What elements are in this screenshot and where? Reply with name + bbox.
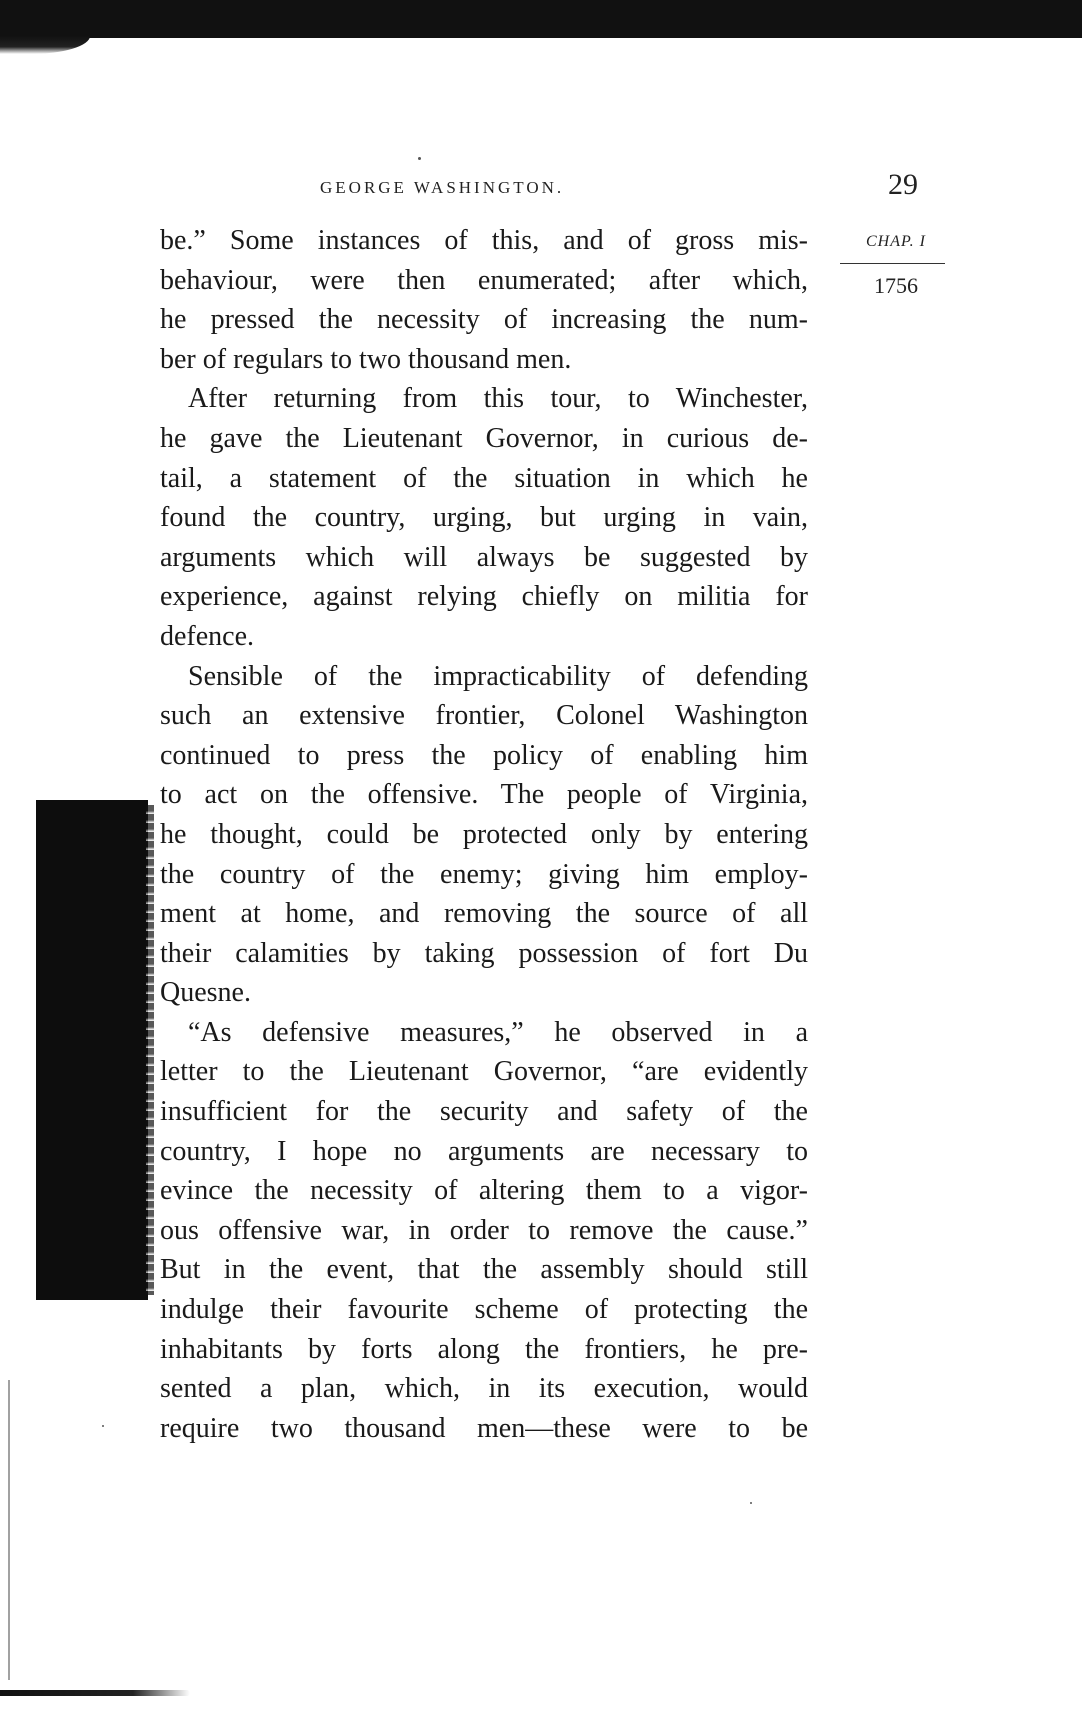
scan-bottom-edge [0,1690,190,1696]
text-line: behaviour, were then enumerated; after which, [160,264,808,296]
page-number: 29 [888,168,918,201]
text-line: require two thousand men—these were to be [160,1412,808,1444]
margin-rule [840,263,945,264]
text-line: continued to press the policy of enabling him [160,739,808,771]
scan-speck [102,1425,104,1427]
text-line: he thought, could be protected only by entering [160,818,808,850]
scan-speck [418,157,421,160]
scan-left-binding-shadow [36,800,148,1300]
text-line: Quesne. [160,977,251,1009]
scan-binding-edge [146,805,154,1295]
text-line: be.” Some instances of this, and of gross mis- [160,225,808,256]
text-line: evince the necessity of altering them to a vigor- [160,1175,808,1207]
text-line: ber of regulars to two thousand men. [160,343,572,375]
text-line: the country of the enemy; giving him employ- [160,858,808,890]
text-line: sented a plan, which, in its execution, would [160,1373,808,1405]
text-line: indulge their favourite scheme of protecting the [160,1294,808,1326]
scan-top-border [0,0,1082,38]
text-line: arguments which will always be suggested by [160,541,808,573]
running-head: GEORGE WASHINGTON. [320,178,565,197]
text-line: insufficient for the security and safety of the [160,1096,808,1128]
text-line: he pressed the necessity of increasing the num- [160,304,808,336]
text-line: letter to the Lieutenant Governor, “are evidently [160,1056,808,1088]
text-line: defence. [160,620,255,652]
text-line: Sensible of the impracticability of defending [188,660,808,692]
text-line: country, I hope no arguments are necessary to [160,1135,808,1167]
text-line: inhabitants by forts along the frontiers, he pre- [160,1333,808,1365]
text-line: he gave the Lieutenant Governor, in curious de- [160,422,808,454]
margin-chapter-label: CHAP. I [865,233,927,250]
text-line: After returning from this tour, to Winchester, [188,383,808,415]
text-line: experience, against relying chiefly on militia for [160,581,808,613]
scan-speck [750,1502,752,1504]
text-line: their calamities by taking possession of fort Du [160,937,808,969]
text-line: found the country, urging, but urging in vain, [160,502,808,534]
text-line: ment at home, and removing the source of all [160,898,808,930]
text-line: ous offensive war, in order to remove the cause.” [160,1214,808,1246]
text-line: to act on the offensive. The people of Virginia, [160,779,808,811]
text-line: But in the event, that the assembly should still [160,1254,808,1286]
body-text [160,221,808,1448]
text-line: tail, a statement of the situation in which he [160,462,808,494]
text-line: such an extensive frontier, Colonel Washington [160,700,808,732]
scan-left-edge-line [8,1380,10,1680]
text-line: “As defensive measures,” he observed in a [188,1016,808,1048]
margin-year: 1756 [874,273,918,298]
scan-top-border-shadow [0,36,90,54]
